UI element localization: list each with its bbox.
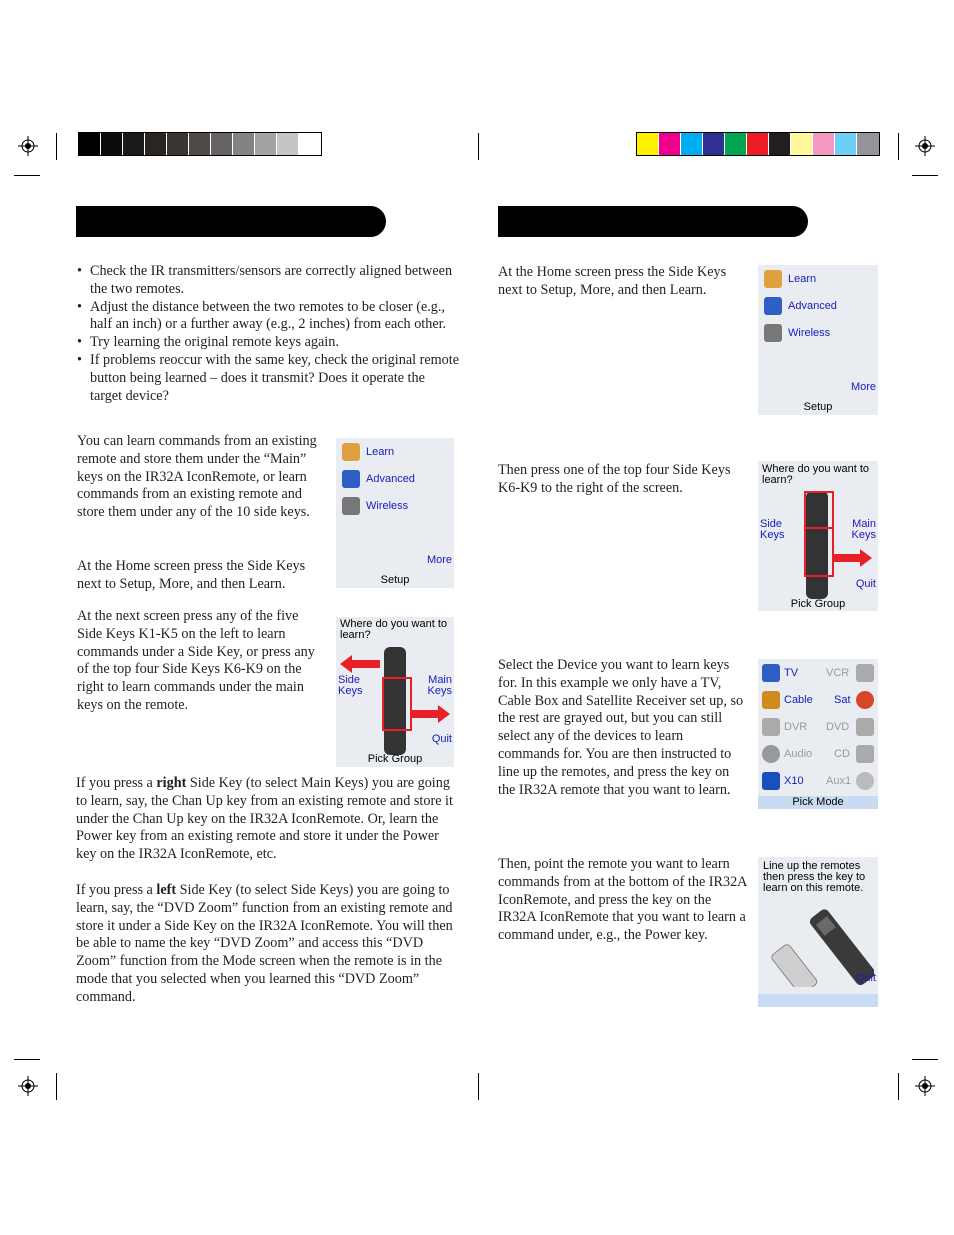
device-cable[interactable]: Cable bbox=[784, 694, 813, 706]
device-select-paragraph: Select the Device you want to learn keys for. In this example we only have a TV, Cable Box and Satellite Receiver set up, so the rest are grayed out, but you can still select any of the devices to learn commands for. You are then instructed to line up the remotes, and press the key on the IR32A remote that you want to learn. bbox=[498, 657, 744, 798]
vcr-icon bbox=[856, 664, 874, 682]
side-keys-option[interactable]: Side Keys bbox=[760, 518, 785, 541]
crop-mark bbox=[56, 133, 57, 160]
device-dvr[interactable]: DVR bbox=[784, 721, 808, 733]
advanced-icon bbox=[764, 297, 782, 315]
right-home-paragraph: At the Home screen press the Side Keys next to Setup, More, and then Learn. bbox=[498, 264, 727, 298]
main-keys-option[interactable]: Main Keys bbox=[427, 674, 452, 697]
quit-option[interactable]: Quit bbox=[431, 733, 452, 745]
crop-mark bbox=[912, 1059, 938, 1060]
advanced-icon bbox=[342, 470, 360, 488]
point-remote-paragraph: Then, point the remote you want to learn commands from at the bottom of the IR32A IconRemote, and press the key on the IR32A IconRemote that you want to learn a command under, e.g., the Power key. bbox=[498, 856, 747, 944]
crop-mark bbox=[898, 133, 899, 160]
dvr-icon bbox=[762, 718, 780, 736]
color-swatch bbox=[101, 133, 123, 155]
screen-title: Pick Mode bbox=[792, 796, 844, 808]
help-icon bbox=[856, 772, 874, 790]
learn-menu-item[interactable]: Learn bbox=[366, 446, 395, 458]
color-swatch bbox=[277, 133, 299, 155]
tv-icon bbox=[762, 664, 780, 682]
device-tv[interactable]: TV bbox=[784, 667, 799, 679]
learn-icon bbox=[764, 270, 782, 288]
quit-option[interactable]: Quit bbox=[855, 972, 876, 984]
side-keys-highlight bbox=[804, 491, 834, 529]
troubleshooting-list bbox=[77, 263, 459, 405]
screen-title: Setup bbox=[803, 401, 833, 413]
color-swatch bbox=[747, 133, 769, 155]
advanced-menu-item[interactable]: Advanced bbox=[366, 473, 415, 485]
side-keys-option[interactable]: Side Keys bbox=[338, 674, 363, 697]
registration-mark-icon bbox=[915, 1076, 935, 1096]
line-up-screen bbox=[758, 857, 878, 1007]
cd-icon bbox=[856, 745, 874, 763]
screen-title: Setup bbox=[380, 574, 410, 586]
wireless-icon bbox=[764, 324, 782, 342]
color-swatch-bar bbox=[636, 132, 880, 156]
color-swatch bbox=[835, 133, 857, 155]
top-four-keys-paragraph: Then press one of the top four Side Keys K6-K9 to the right of the screen. bbox=[498, 462, 731, 496]
crop-mark bbox=[478, 133, 479, 160]
dvd-icon bbox=[856, 718, 874, 736]
color-swatch bbox=[211, 133, 233, 155]
pick-group-screen bbox=[336, 617, 454, 767]
color-swatch bbox=[145, 133, 167, 155]
wireless-icon bbox=[342, 497, 360, 515]
device-sat[interactable]: Sat bbox=[834, 694, 851, 706]
device-dvd[interactable]: DVD bbox=[826, 721, 850, 733]
screen-title-bar bbox=[758, 796, 878, 809]
crop-mark bbox=[14, 1059, 40, 1060]
color-swatch bbox=[725, 133, 747, 155]
grayscale-swatch-bar bbox=[78, 132, 322, 156]
screen-title: Pick Group bbox=[367, 753, 423, 765]
cable-icon bbox=[762, 691, 780, 709]
device-audio[interactable]: Audio bbox=[784, 748, 813, 760]
more-menu-item[interactable]: More bbox=[850, 381, 876, 393]
screen-question: Where do you want to learn? bbox=[340, 618, 448, 641]
pick-mode-screen bbox=[758, 659, 878, 809]
right-arrow-icon bbox=[410, 705, 450, 723]
color-swatch bbox=[79, 133, 101, 155]
left-section-header bbox=[76, 206, 386, 237]
audio-icon bbox=[762, 745, 780, 763]
device-cd[interactable]: CD bbox=[834, 748, 850, 760]
list-item: • Try learning the original remote keys again. bbox=[77, 334, 459, 352]
crop-mark bbox=[14, 175, 40, 176]
device-x10[interactable]: X10 bbox=[784, 775, 804, 787]
screen-status-bar bbox=[758, 994, 878, 1007]
color-swatch bbox=[659, 133, 681, 155]
color-swatch bbox=[167, 133, 189, 155]
wireless-menu-item[interactable]: Wireless bbox=[788, 327, 831, 339]
registration-mark-icon bbox=[18, 136, 38, 156]
crop-mark bbox=[898, 1073, 899, 1100]
pick-group-screen bbox=[758, 461, 878, 611]
list-item: • If problems reoccur with the same key, check the original remote button being learned – does it transmit? Does it operate the target device? bbox=[77, 352, 459, 405]
quit-option[interactable]: Quit bbox=[855, 578, 876, 590]
left-side-key-paragraph: If you press a left Side Key (to select Side Keys) you are going to learn, say, the “DVD Zoom” function from an existing remote and store it under a Side Key on the IR32A IconRemote. You will then be able to name the key “DVD Zoom” and access this “DVD Zoom” function from the Mode screen when the remote is in the mode that you selected when you learned this “DVD Zoom” command. bbox=[76, 882, 453, 1005]
color-swatch bbox=[681, 133, 703, 155]
device-aux1[interactable]: Aux1 bbox=[826, 775, 852, 787]
crop-mark bbox=[56, 1073, 57, 1100]
color-swatch bbox=[299, 133, 321, 155]
color-swatch bbox=[637, 133, 659, 155]
color-swatch bbox=[857, 133, 879, 155]
setup-screen bbox=[758, 265, 878, 415]
learn-icon bbox=[342, 443, 360, 461]
screen-question: Where do you want to learn? bbox=[762, 463, 870, 486]
main-keys-option[interactable]: Main Keys bbox=[851, 518, 876, 541]
color-swatch bbox=[769, 133, 791, 155]
device-vcr[interactable]: VCR bbox=[826, 667, 850, 679]
color-swatch bbox=[189, 133, 211, 155]
home-screen-paragraph: At the Home screen press the Side Keys next to Setup, More, and then Learn. bbox=[77, 558, 306, 592]
wireless-menu-item[interactable]: Wireless bbox=[366, 500, 409, 512]
advanced-menu-item[interactable]: Advanced bbox=[788, 300, 837, 312]
intro-paragraph: You can learn commands from an existing remote and store them under the “Main” keys on the IR32A IconRemote, or learn commands from an existing remote and store them under any of the 10 side keys. bbox=[77, 433, 317, 521]
main-keys-highlight bbox=[382, 677, 412, 731]
screen-title: Pick Group bbox=[790, 598, 846, 610]
right-section-header bbox=[498, 206, 808, 237]
setup-screen bbox=[336, 438, 454, 588]
list-item: • Check the IR transmitters/sensors are correctly aligned between the two remotes. bbox=[77, 263, 459, 299]
color-swatch bbox=[123, 133, 145, 155]
main-keys-highlight bbox=[804, 527, 834, 577]
learn-menu-item[interactable]: Learn bbox=[788, 273, 817, 285]
crop-mark bbox=[478, 1073, 479, 1100]
crop-mark bbox=[912, 175, 938, 176]
registration-mark-icon bbox=[18, 1076, 38, 1096]
color-swatch bbox=[255, 133, 277, 155]
color-swatch bbox=[791, 133, 813, 155]
color-swatch bbox=[813, 133, 835, 155]
left-arrow-icon bbox=[340, 655, 380, 673]
x10-icon bbox=[762, 772, 780, 790]
right-side-key-paragraph: If you press a right Side Key (to select Main Keys) you are going to learn, say, the Chan Up key from an existing remote and store it under the Chan Up key on the IR32A IconRemote. Or, learn the Power key from an existing remote and store it under the Power key on the IR32A IconRemote, etc. bbox=[76, 775, 453, 863]
registration-mark-icon bbox=[915, 136, 935, 156]
screen-instruction: Line up the remotes then press the key to learn on this remote. bbox=[763, 860, 866, 894]
color-swatch bbox=[233, 133, 255, 155]
next-screen-paragraph: At the next screen press any of the five Side Keys K1-K5 on the left to learn commands under a Side Key, or press any of the top four Side Keys K6-K9 on the right to learn commands under the main keys on the remote. bbox=[77, 608, 315, 713]
sat-icon bbox=[856, 691, 874, 709]
more-menu-item[interactable]: More bbox=[426, 554, 452, 566]
list-item: • Adjust the distance between the two remotes to be closer (e.g., half an inch) or a further away (e.g., 2 inches) from each other. bbox=[77, 299, 459, 335]
color-swatch bbox=[703, 133, 725, 155]
right-arrow-icon bbox=[834, 549, 872, 567]
